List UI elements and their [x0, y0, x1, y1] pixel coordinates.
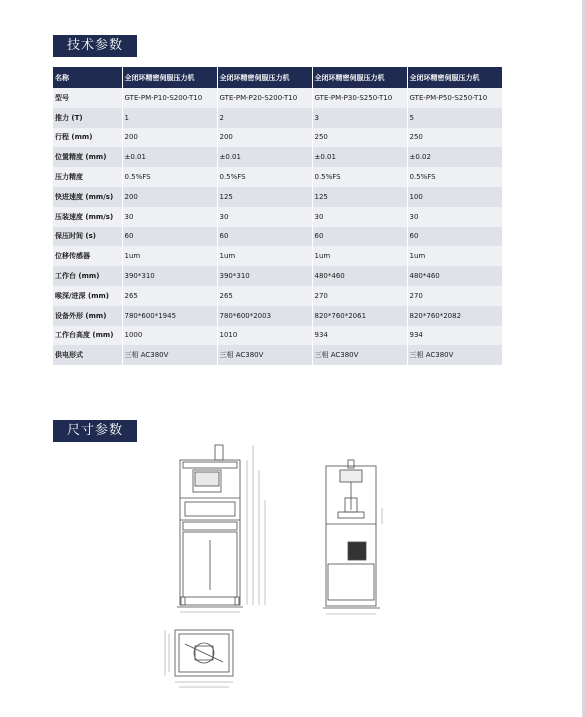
param-value-cell: 820*760*2061 [312, 306, 407, 326]
table-row [53, 147, 502, 167]
param-value-cell: 1um [312, 246, 407, 266]
param-value-cell: 1 [122, 108, 217, 128]
param-value-cell: 820*760*2082 [407, 306, 502, 326]
param-value-cell: 200 [122, 187, 217, 207]
table-row [53, 88, 502, 108]
param-value-cell: 三相 AC380V [217, 345, 312, 365]
param-name-cell: 快进速度 (mm/s) [53, 187, 122, 207]
param-name-cell: 工作台高度 (mm) [53, 326, 122, 346]
front-view-drawing [165, 440, 280, 620]
param-name-cell: 位移传感器 [53, 246, 122, 266]
param-value-cell: 30 [407, 207, 502, 227]
param-value-cell: 1010 [217, 326, 312, 346]
param-value-cell: 480*460 [407, 266, 502, 286]
param-value-cell: 3 [312, 108, 407, 128]
param-value-cell: 480*460 [312, 266, 407, 286]
param-name-cell: 供电形式 [53, 345, 122, 365]
table-row [53, 246, 502, 266]
table-row [53, 128, 502, 148]
param-value-cell: 1um [217, 246, 312, 266]
param-value-cell: GTE-PM-P30-S250-T10 [312, 88, 407, 108]
param-value-cell: 100 [407, 187, 502, 207]
param-name-cell: 压力精度 [53, 167, 122, 187]
param-value-cell: 250 [312, 128, 407, 148]
param-value-cell: ±0.01 [217, 147, 312, 167]
param-value-cell: 270 [312, 286, 407, 306]
table-row [53, 306, 502, 326]
param-value-cell: 2 [217, 108, 312, 128]
param-value-cell: 1000 [122, 326, 217, 346]
param-name-cell: 型号 [53, 88, 122, 108]
spec-table-header-row [53, 67, 502, 88]
param-value-cell: 1um [122, 246, 217, 266]
section-title-technical-parameters: 技术参数 [53, 35, 137, 57]
vent-panel [348, 542, 366, 560]
param-value-cell: 60 [122, 227, 217, 247]
param-value-cell: 200 [122, 128, 217, 148]
spec-table [53, 67, 503, 365]
param-value-cell: 1um [407, 246, 502, 266]
header-cell: 名称 [53, 67, 122, 88]
param-value-cell: 780*600*2003 [217, 306, 312, 326]
section-title-dimensions: 尺寸参数 [53, 420, 137, 442]
param-name-cell: 设备外形 (mm) [53, 306, 122, 326]
param-value-cell: 30 [217, 207, 312, 227]
param-value-cell: ±0.02 [407, 147, 502, 167]
param-value-cell: ±0.01 [312, 147, 407, 167]
param-value-cell: GTE-PM-P50-S250-T10 [407, 88, 502, 108]
param-value-cell: 0.5%FS [217, 167, 312, 187]
param-name-cell: 保压时间 (s) [53, 227, 122, 247]
table-row [53, 108, 502, 128]
param-value-cell: 250 [407, 128, 502, 148]
side-view-drawing [318, 458, 398, 618]
table-row [53, 345, 502, 365]
param-value-cell: 0.5%FS [407, 167, 502, 187]
param-value-cell: 0.5%FS [122, 167, 217, 187]
table-row [53, 227, 502, 247]
param-value-cell: 270 [407, 286, 502, 306]
param-value-cell: 三相 AC380V [312, 345, 407, 365]
param-value-cell: 390*310 [122, 266, 217, 286]
param-value-cell: GTE-PM-P20-S200-T10 [217, 88, 312, 108]
param-value-cell: 390*310 [217, 266, 312, 286]
param-value-cell: 934 [312, 326, 407, 346]
header-cell: 全闭环精密伺服压力机 [217, 67, 312, 88]
param-value-cell: 125 [217, 187, 312, 207]
table-row [53, 187, 502, 207]
param-value-cell: 60 [312, 227, 407, 247]
param-name-cell: 喉深/进深 (mm) [53, 286, 122, 306]
param-value-cell: GTE-PM-P10-S200-T10 [122, 88, 217, 108]
table-row [53, 167, 502, 187]
param-value-cell: 125 [312, 187, 407, 207]
table-row [53, 286, 502, 306]
param-value-cell: 780*600*1945 [122, 306, 217, 326]
param-value-cell: 60 [217, 227, 312, 247]
param-value-cell: 三相 AC380V [122, 345, 217, 365]
param-name-cell: 位置精度 (mm) [53, 147, 122, 167]
top-view-drawing [155, 622, 245, 692]
table-row [53, 266, 502, 286]
header-cell: 全闭环精密伺服压力机 [407, 67, 502, 88]
param-value-cell: 三相 AC380V [407, 345, 502, 365]
param-value-cell: 30 [122, 207, 217, 227]
param-value-cell: 5 [407, 108, 502, 128]
param-value-cell: 30 [312, 207, 407, 227]
table-row [53, 207, 502, 227]
header-cell: 全闭环精密伺服压力机 [312, 67, 407, 88]
param-value-cell: ±0.01 [122, 147, 217, 167]
param-value-cell: 265 [122, 286, 217, 306]
table-row [53, 326, 502, 346]
param-name-cell: 行程 (mm) [53, 128, 122, 148]
param-name-cell: 推力 (T) [53, 108, 122, 128]
param-name-cell: 压装速度 (mm/s) [53, 207, 122, 227]
param-value-cell: 934 [407, 326, 502, 346]
header-cell: 全闭环精密伺服压力机 [122, 67, 217, 88]
param-value-cell: 200 [217, 128, 312, 148]
param-name-cell: 工作台 (mm) [53, 266, 122, 286]
param-value-cell: 60 [407, 227, 502, 247]
param-value-cell: 265 [217, 286, 312, 306]
param-value-cell: 0.5%FS [312, 167, 407, 187]
